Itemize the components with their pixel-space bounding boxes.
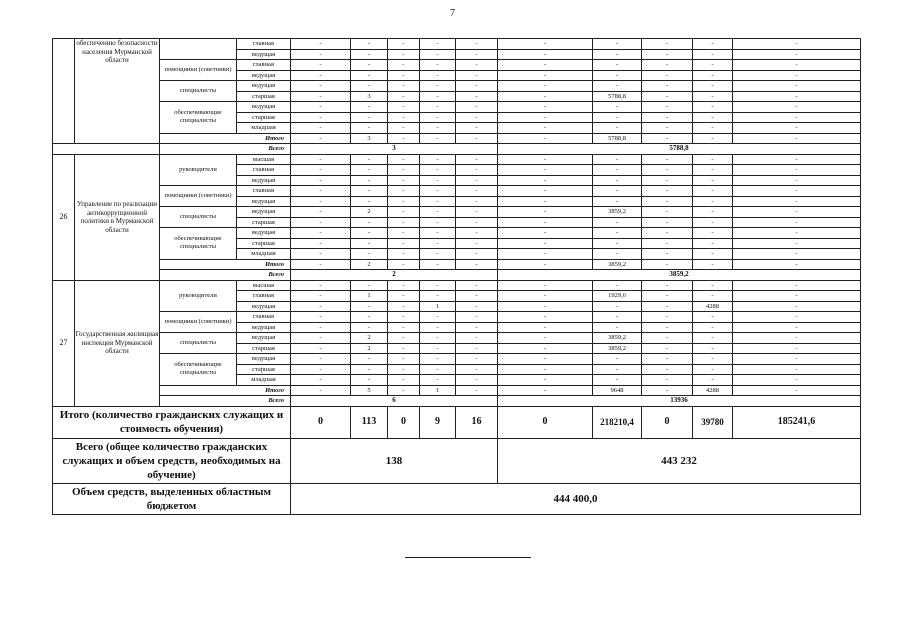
cell-1929-6: 1929,6 [593, 291, 642, 302]
group-label: обеспечивающие специалисты [160, 102, 237, 134]
grand-count: 138 [291, 438, 498, 483]
vsego-cost: 13936 [498, 396, 861, 407]
training-cost-table: обеспечению безопасности населения Мурманской области главная - - - - - - - - - - ведущая - - - - - - - - - - помощники (советники) главная - - - - - - - - - - ведущая - - - - - - - - - - специалисты ведущая - - - - - - - - - - старшая - 3 - - - - 5788,8 - - - обеспечивающие специалисты ведущая - - - - - - - - - - старшая - - - - - - - - - - младшая - - - - - - - - - - Итого - 3 - - - - 5788,8 - - - Всего 3 5788,8 26 Управление по реализации антикоррупционной политики в Мурманской области руководители высшая - - - - - - - - - - главная - - - - - - - - - - ведущая - - - - - - - - - - помощники (советники) главная - - - - - - - - - - ведущая - - - - - - - - - - специалисты ведущая - 2 - - - - 3859,2 - - - старшая - - - - - - - - - - обеспечивающие специалисты ведущая - - - - - - - - - - старшая - - - - - - - - - - младшая - - - - - - - - - - Итого - 2 - - - - 3859,2 - - - Всего 2 3859,2 27 Государственная жилищная инспекция Мурманской области руководители высшая - - - - - - - - - - главная - 1 - - - - 1929,6 - - - ведущая - - - 1 - - - - 4288 - помощники (советники) главная - - - - - - - - - - ведущая - - - - - - - - - - специалисты ведущая - 2 - - - - 3859,2 - - - старшая - 2 - - - - 3859,2 - - - обеспечивающие специалисты ведущая - - - - - - - - - - старшая - - - - - - - - - - младшая - - - - - - - - - - Итого - 5 - 1 - - 9648 - 4288 - Всего 6 13936 Итого (количество гражданских служащих и стоимость обучения) 0 113 0 9 16 0 218210,4 0 39780 185241,6 Всего (общее количество гражданских служащих и объем средств, необходимых на обучение) 138 443 232 Объем средств, выделенных областным бюджетом 444 400,0 [52, 38, 861, 515]
vsego-label: Всего [160, 144, 291, 155]
group-label: обеспечивающие специалисты [160, 228, 237, 260]
cell-2: 2 [351, 333, 388, 344]
group-label: специалисты [160, 333, 237, 354]
dept-name: обеспечению безопасности населения Мурманской области [75, 39, 160, 144]
itogo-label: Итого [160, 259, 291, 270]
totals-value: 113 [351, 406, 388, 438]
group-label: руководители [160, 154, 237, 186]
vsego-count: 2 [291, 270, 498, 281]
dept-name: Управление по реализации антикоррупционной политики в Мурманской области [75, 154, 160, 280]
vsego-label: Всего [160, 396, 291, 407]
footer-divider [405, 557, 531, 558]
totals-value: 16 [456, 406, 498, 438]
group-label: помощники (советники) [160, 312, 237, 333]
dept-name: Государственная жилищная инспекция Мурманской области [75, 280, 160, 406]
budget-value: 444 400,0 [291, 483, 861, 514]
grand-label: Всего (общее количество гражданских служащих и объем средств, необходимых на обучение) [53, 438, 291, 483]
totals-label: Итого (количество гражданских служащих и стоимость обучения) [53, 406, 291, 438]
group-label: специалисты [160, 207, 237, 228]
vsego-cost: 3859,2 [498, 270, 861, 281]
group-label: помощники (советники) [160, 186, 237, 207]
vsego-label: Всего [160, 270, 291, 281]
group-label: обеспечивающие специалисты [160, 354, 237, 386]
budget-label: Объем средств, выделенных областным бюджетом [53, 483, 291, 514]
totals-value: 39780 [693, 406, 733, 438]
totals-value: 0 [388, 406, 420, 438]
totals-value: 0 [498, 406, 593, 438]
grand-cost: 443 232 [498, 438, 861, 483]
vsego-count: 3 [291, 144, 498, 155]
group-label: руководители [160, 280, 237, 312]
dept-number: 27 [53, 280, 75, 406]
level-label: главная [237, 39, 291, 50]
page-number: 7 [450, 8, 455, 19]
group-label: помощники (советники) [160, 60, 237, 81]
vsego-cost: 5788,8 [498, 144, 861, 155]
dept-number [53, 39, 75, 144]
group-cell [160, 39, 237, 60]
totals-value: 0 [642, 406, 693, 438]
itogo-label: Итого [160, 385, 291, 396]
group-label: специалисты [160, 81, 237, 102]
itogo-label: Итого [160, 133, 291, 144]
totals-value: 218210,4 [593, 406, 642, 438]
totals-value: 9 [420, 406, 456, 438]
vsego-count: 6 [291, 396, 498, 407]
dept-number: 26 [53, 154, 75, 280]
cell-2: 2 [351, 343, 388, 354]
totals-value: 185241,6 [733, 406, 861, 438]
totals-value: 0 [291, 406, 351, 438]
